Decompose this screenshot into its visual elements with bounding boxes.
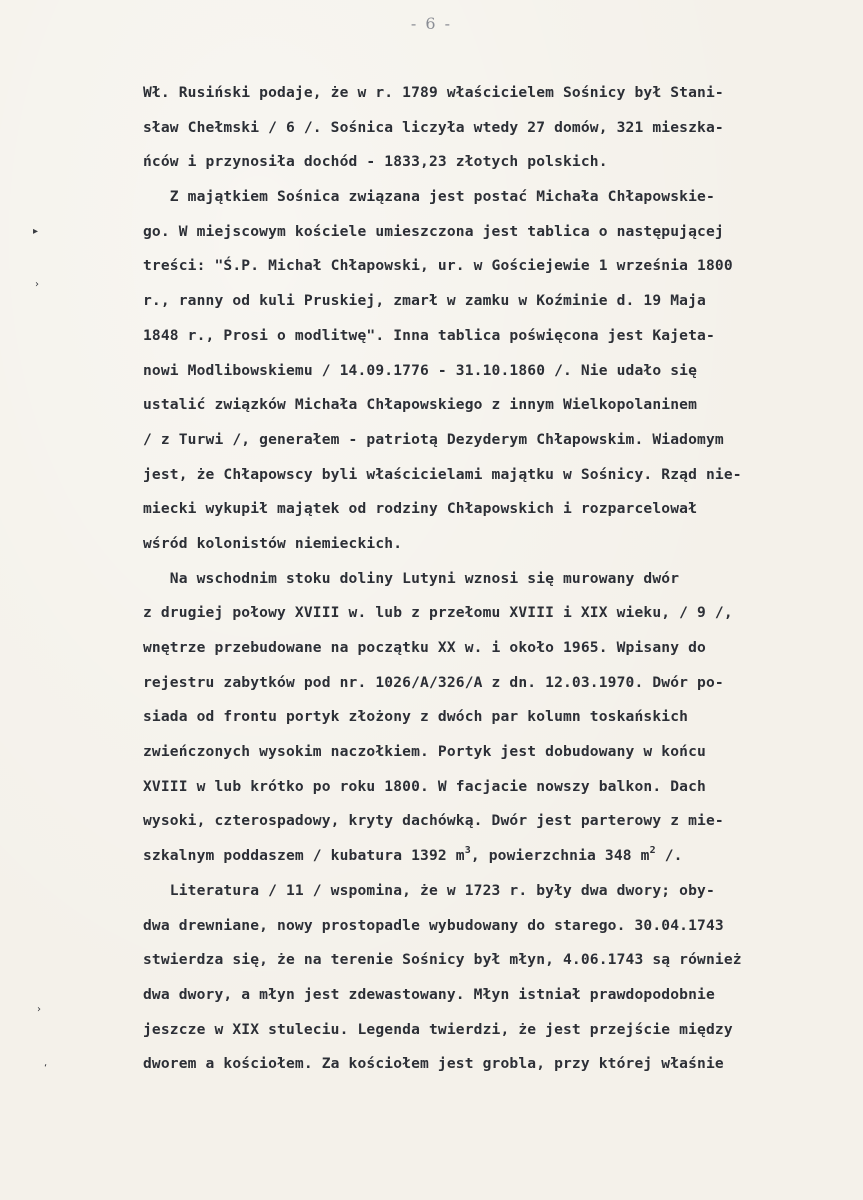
page-number: - 6 - [410, 14, 453, 33]
text-line: miecki wykupił majątek od rodziny Chłapowskich i rozparcelował [143, 500, 698, 518]
text-line: stwierdza się, że na terenie Sośnicy był młyn, 4.06.1743 są również [143, 951, 742, 969]
text-line: ustalić związków Michała Chłapowskiego z innym Wielkopolaninem [143, 396, 698, 414]
text-line: treści: "Ś.P. Michał Chłapowski, ur. w Gościejewie 1 września 1800 [143, 257, 733, 275]
margin-arrow-mark: ▸ [33, 226, 39, 237]
text-line: dwa drewniane, nowy prostopadle wybudowany do starego. 30.04.1743 [143, 916, 724, 934]
text-line: wśród kolonistów niemieckich. [143, 534, 403, 552]
text-line: wnętrze przebudowane na początku XX w. i około 1965. Wpisany do [143, 639, 706, 656]
text-line: dwa dwory, a młyn jest zdewastowany. Młyn istniał prawdopodobnie [143, 985, 715, 1003]
text-line: go. W miejscowym kościele umieszczona jest tablica o następującej [143, 222, 724, 240]
superscript: 2 [649, 845, 656, 857]
text-line: szkalnym poddaszem / kubatura 1392 $m^3$, powierzchnia 348 $m^2$ /. [143, 845, 683, 865]
document-body [143, 76, 843, 1082]
text-line: jest, że Chłapowscy byli właścicielami majątku w Sośnicy. Rząd nie- [143, 465, 742, 483]
margin-arrow-mark: ‘ [44, 1063, 48, 1074]
text-line: dworem a kościołem. Za kościołem jest grobla, przy której właśnie [143, 1055, 724, 1073]
superscript: 3 [464, 845, 471, 857]
text-line: Literatura / 11 / wspomina, że w 1723 r. były dwa dwory; oby- [143, 881, 715, 899]
text-line: zwieńczonych wysokim naczołkiem. Portyk jest dobudowany w końcu [143, 743, 706, 761]
text-line: XVIII w lub krótko po roku 1800. W facjacie nowszy balkon. Dach [143, 777, 706, 795]
text-line: jeszcze w XIX stuleciu. Legenda twierdzi, że jest przejście między [143, 1020, 733, 1038]
margin-arrow-mark: › [35, 279, 39, 290]
text-line: ńców i przynosiła dochód - 1833,23 złotych polskich. [143, 153, 608, 171]
text-line: nowi Modlibowskiemu / 14.09.1776 - 31.10.1860 /. Nie udało się [143, 361, 698, 379]
text-line: Na wschodnim stoku doliny Lutyni wznosi się murowany dwór [143, 569, 680, 587]
margin-arrow-mark: › [37, 1004, 41, 1015]
text-line: Z majątkiem Sośnica związana jest postać Michała Chłapowskie- [143, 188, 715, 206]
text-line: r., ranny od kuli Pruskiej, zmarł w zamku w Koźminie d. 19 Maja [143, 292, 706, 310]
text-line: z drugiej połowy XVIII w. lub z przełomu XVIII i XIX wieku, / 9 /, [143, 604, 733, 622]
text-line: siada od frontu portyk złożony z dwóch par kolumn toskańskich [143, 708, 689, 726]
text-line: sław Chełmski / 6 /. Sośnica liczyła wtedy 27 domów, 321 mieszka- [143, 118, 724, 136]
text-line: 1848 r., Prosi o modlitwę". Inna tablica poświęcona jest Kajeta- [143, 326, 715, 344]
text-line: / z Turwi /, generałem - patriotą Dezyderym Chłapowskim. Wiadomym [143, 430, 724, 448]
text-line: Wł. Rusiński podaje, że w r. 1789 właścicielem Sośnicy był Stani- [143, 84, 724, 101]
text-line: wysoki, czterospadowy, kryty dachówką. Dwór jest parterowy z mie- [143, 812, 724, 830]
text-line: rejestru zabytków pod nr. 1026/A/326/A z dn. 12.03.1970. Dwór po- [143, 673, 724, 691]
